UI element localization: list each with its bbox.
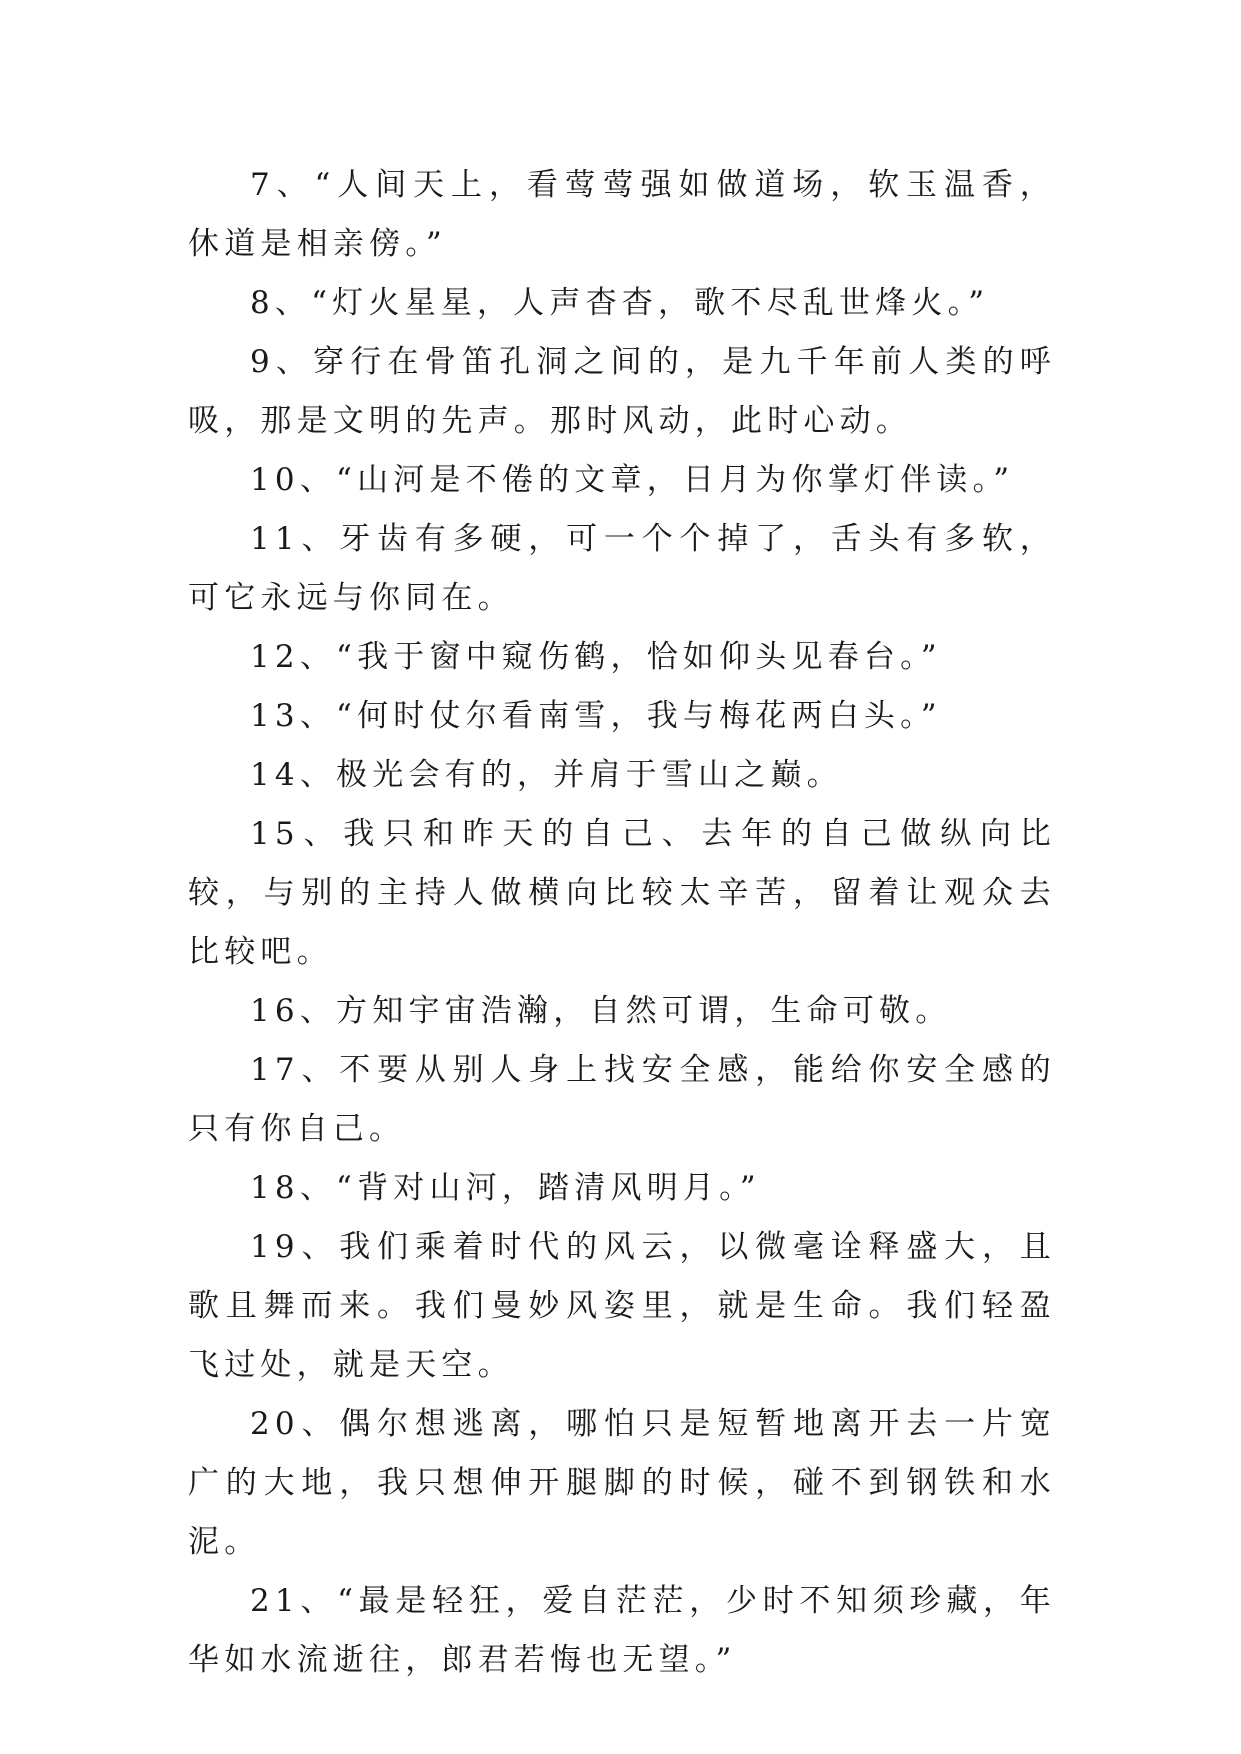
document-body [188,156,1056,1690]
quote-paragraph-21: 21、“最是轻狂，爱自茫茫，少时不知须珍藏，年华如水流逝往，郎君若悔也无望。” [188,1583,1056,1678]
quote-paragraph-15: 15、我只和昨天的自己、去年的自己做纵向比较，与别的主持人做横向比较太辛苦，留着让观众去比较吧。 [188,816,1056,970]
quote-paragraph-17: 17、不要从别人身上找安全感，能给你安全感的只有你自己。 [188,1052,1056,1147]
quote-paragraph-8: 8、“灯火星星，人声杳杳，歌不尽乱世烽火。” [250,285,990,321]
quote-paragraph-9: 9、穿行在骨笛孔洞之间的，是九千年前人类的呼吸，那是文明的先声。那时风动，此时心动。 [188,344,1056,439]
quote-paragraph-7: 7、“人间天上，看莺莺强如做道场，软玉温香，休道是相亲傍。” [188,167,1056,262]
quote-paragraph-12: 12、“我于窗中窥伤鹤，恰如仰头见春台。” [250,639,942,675]
quote-paragraph-13: 13、“何时仗尔看南雪，我与梅花两白头。” [250,698,942,734]
quote-paragraph-19: 19、我们乘着时代的风云，以微毫诠释盛大，且歌且舞而来。我们曼妙风姿里，就是生命。我们轻盈飞过处，就是天空。 [188,1229,1056,1383]
quote-paragraph-10: 10、“山河是不倦的文章，日月为你掌灯伴读。” [250,462,1015,498]
quote-paragraph-14: 14、极光会有的，并肩于雪山之巅。 [250,757,843,793]
quote-paragraph-20: 20、偶尔想逃离，哪怕只是短暂地离开去一片宽广的大地，我只想伸开腿脚的时候，碰不到钢铁和水泥。 [188,1406,1056,1560]
quote-paragraph-11: 11、牙齿有多硬，可一个个掉了，舌头有多软，可它永远与你同在。 [188,521,1056,616]
quote-paragraph-16: 16、方知宇宙浩瀚，自然可谓，生命可敬。 [250,993,952,1029]
quote-paragraph-18: 18、“背对山河，踏清风明月。” [250,1170,761,1206]
